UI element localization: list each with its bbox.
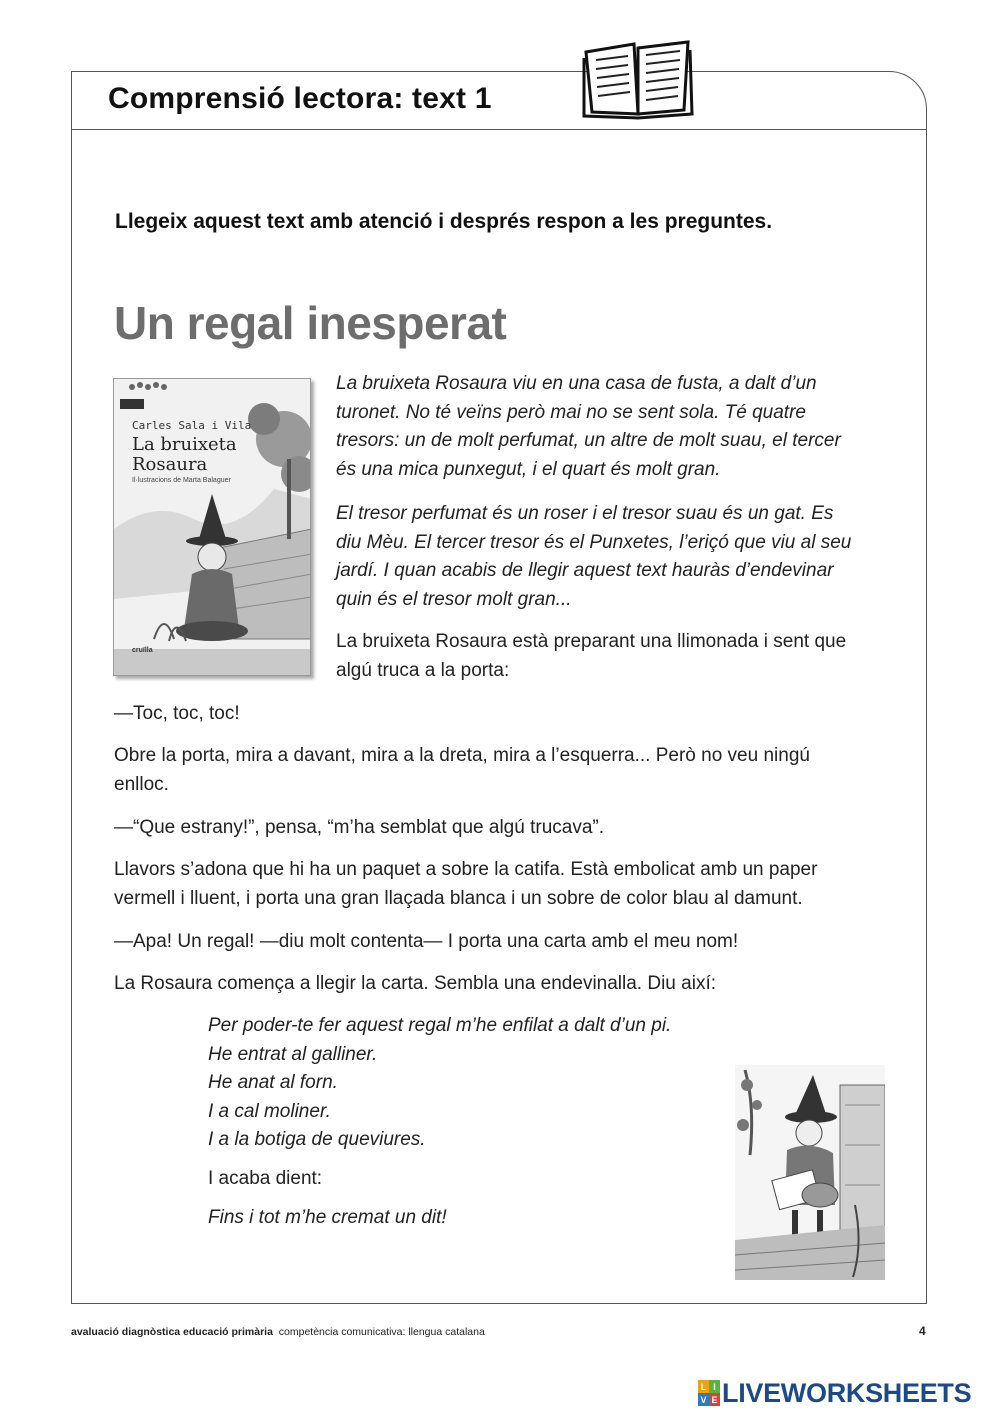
story-title: Un regal inesperat [114,297,507,349]
text-line: tresors: un de molt perfumat, un altre de molt suau, el tercer [336,430,841,451]
liveworksheets-brand[interactable] [698,1378,971,1408]
footer [71,1326,485,1338]
paragraph-intro [336,370,841,484]
footer-bold: avaluació diagnòstica educació primària [71,1326,273,1338]
text-line: enlloc. [114,773,169,795]
book-cover [113,378,311,676]
text-line: Obre la porta, mira a davant, mira a la dreta, mira a l’esquerra... Però no veu ningú [114,745,810,766]
poem-line: He entrat al galliner. [208,1043,378,1065]
paragraph-package [114,856,817,913]
text-line: diu Mèu. El tercer tresor és el Punxetes, l’eriçó que viu al seu [336,531,852,553]
header-rule [72,129,926,130]
logo-letter: V [698,1393,709,1406]
paragraph-lemonade [336,628,846,685]
poem-line: I a cal moliner. [208,1100,331,1122]
paragraph-treasures [336,500,851,614]
text-line: és una mica punxegut, i el quart és molt gran. [336,458,721,480]
cover-author: Carles Sala i Vila [132,419,252,432]
text-line: quin és el tresor molt gran... [336,588,572,610]
text-line: La bruixeta Rosaura viu en una casa de fusta, a dalt d’un [336,373,817,394]
paragraph-knock: —Toc, toc, toc! [114,703,240,724]
text-line: vermell i lluent, i porta una gran llaçada blanca i un sobre de color blau al damunt. [114,887,803,909]
text-line: jardí. I quan acabis de llegir aquest text hauràs d’endevinar [336,560,834,581]
footer-subject: competència comunicativa: llengua catalana [278,1326,485,1338]
ending-intro: I acaba dient: [208,1168,323,1189]
logo-letter: I [709,1380,720,1393]
paragraph-strange: —“Que estrany!”, pensa, “m’ha semblat que algú trucava”. [114,817,605,838]
logo-letter: L [698,1380,709,1393]
page-title: Comprensió lectora: text 1 [108,82,492,115]
cover-illustrator: Il·lustracions de Marta Balaguer [132,477,231,484]
text-line: algú truca a la porta: [336,659,510,681]
ending-line: Fins i tot m’he cremat un dit! [208,1207,447,1228]
text-line: El tresor perfumat és un roser i el tresor suau és un gat. Es [336,503,834,524]
paragraph-letter: La Rosaura comença a llegir la carta. Sembla una endevinalla. Diu així: [114,973,716,994]
instructions: Llegeix aquest text amb atenció i després respon a les preguntes. [115,210,773,233]
page-number: 4 [919,1324,926,1338]
open-book-icon [582,38,694,120]
text-line: La bruixeta Rosaura està preparant una llimonada i sent que [336,631,847,652]
witch-reading-illustration [735,1065,885,1280]
cover-title [132,435,237,475]
paragraph-door [114,742,810,799]
poem-line: He anat al forn. [208,1072,338,1093]
poem-line: Per poder-te fer aquest regal m’he enfilat a dalt d’un pi. [208,1015,672,1036]
brand-text: LIVEWORKSHEETS [722,1377,972,1408]
poem-line: I a la botiga de queviures. [208,1129,426,1150]
logo-letter: E [709,1393,720,1406]
liveworksheets-logo-icon [698,1380,720,1406]
text-line: Llavors s’adona que hi ha un paquet a sobre la catifa. Està embolicat amb un paper [114,859,818,880]
cover-title-line: Rosaura [132,454,208,475]
cover-title-line: La bruixeta [132,434,237,455]
paragraph-gift: —Apa! Un regal! —diu molt contenta— I porta una carta amb el meu nom! [114,931,739,952]
poem [208,1012,671,1155]
text-line: turonet. No té veïns però mai no se sent sola. Té quatre [336,401,806,423]
cover-publisher: cruïlla [132,647,153,654]
